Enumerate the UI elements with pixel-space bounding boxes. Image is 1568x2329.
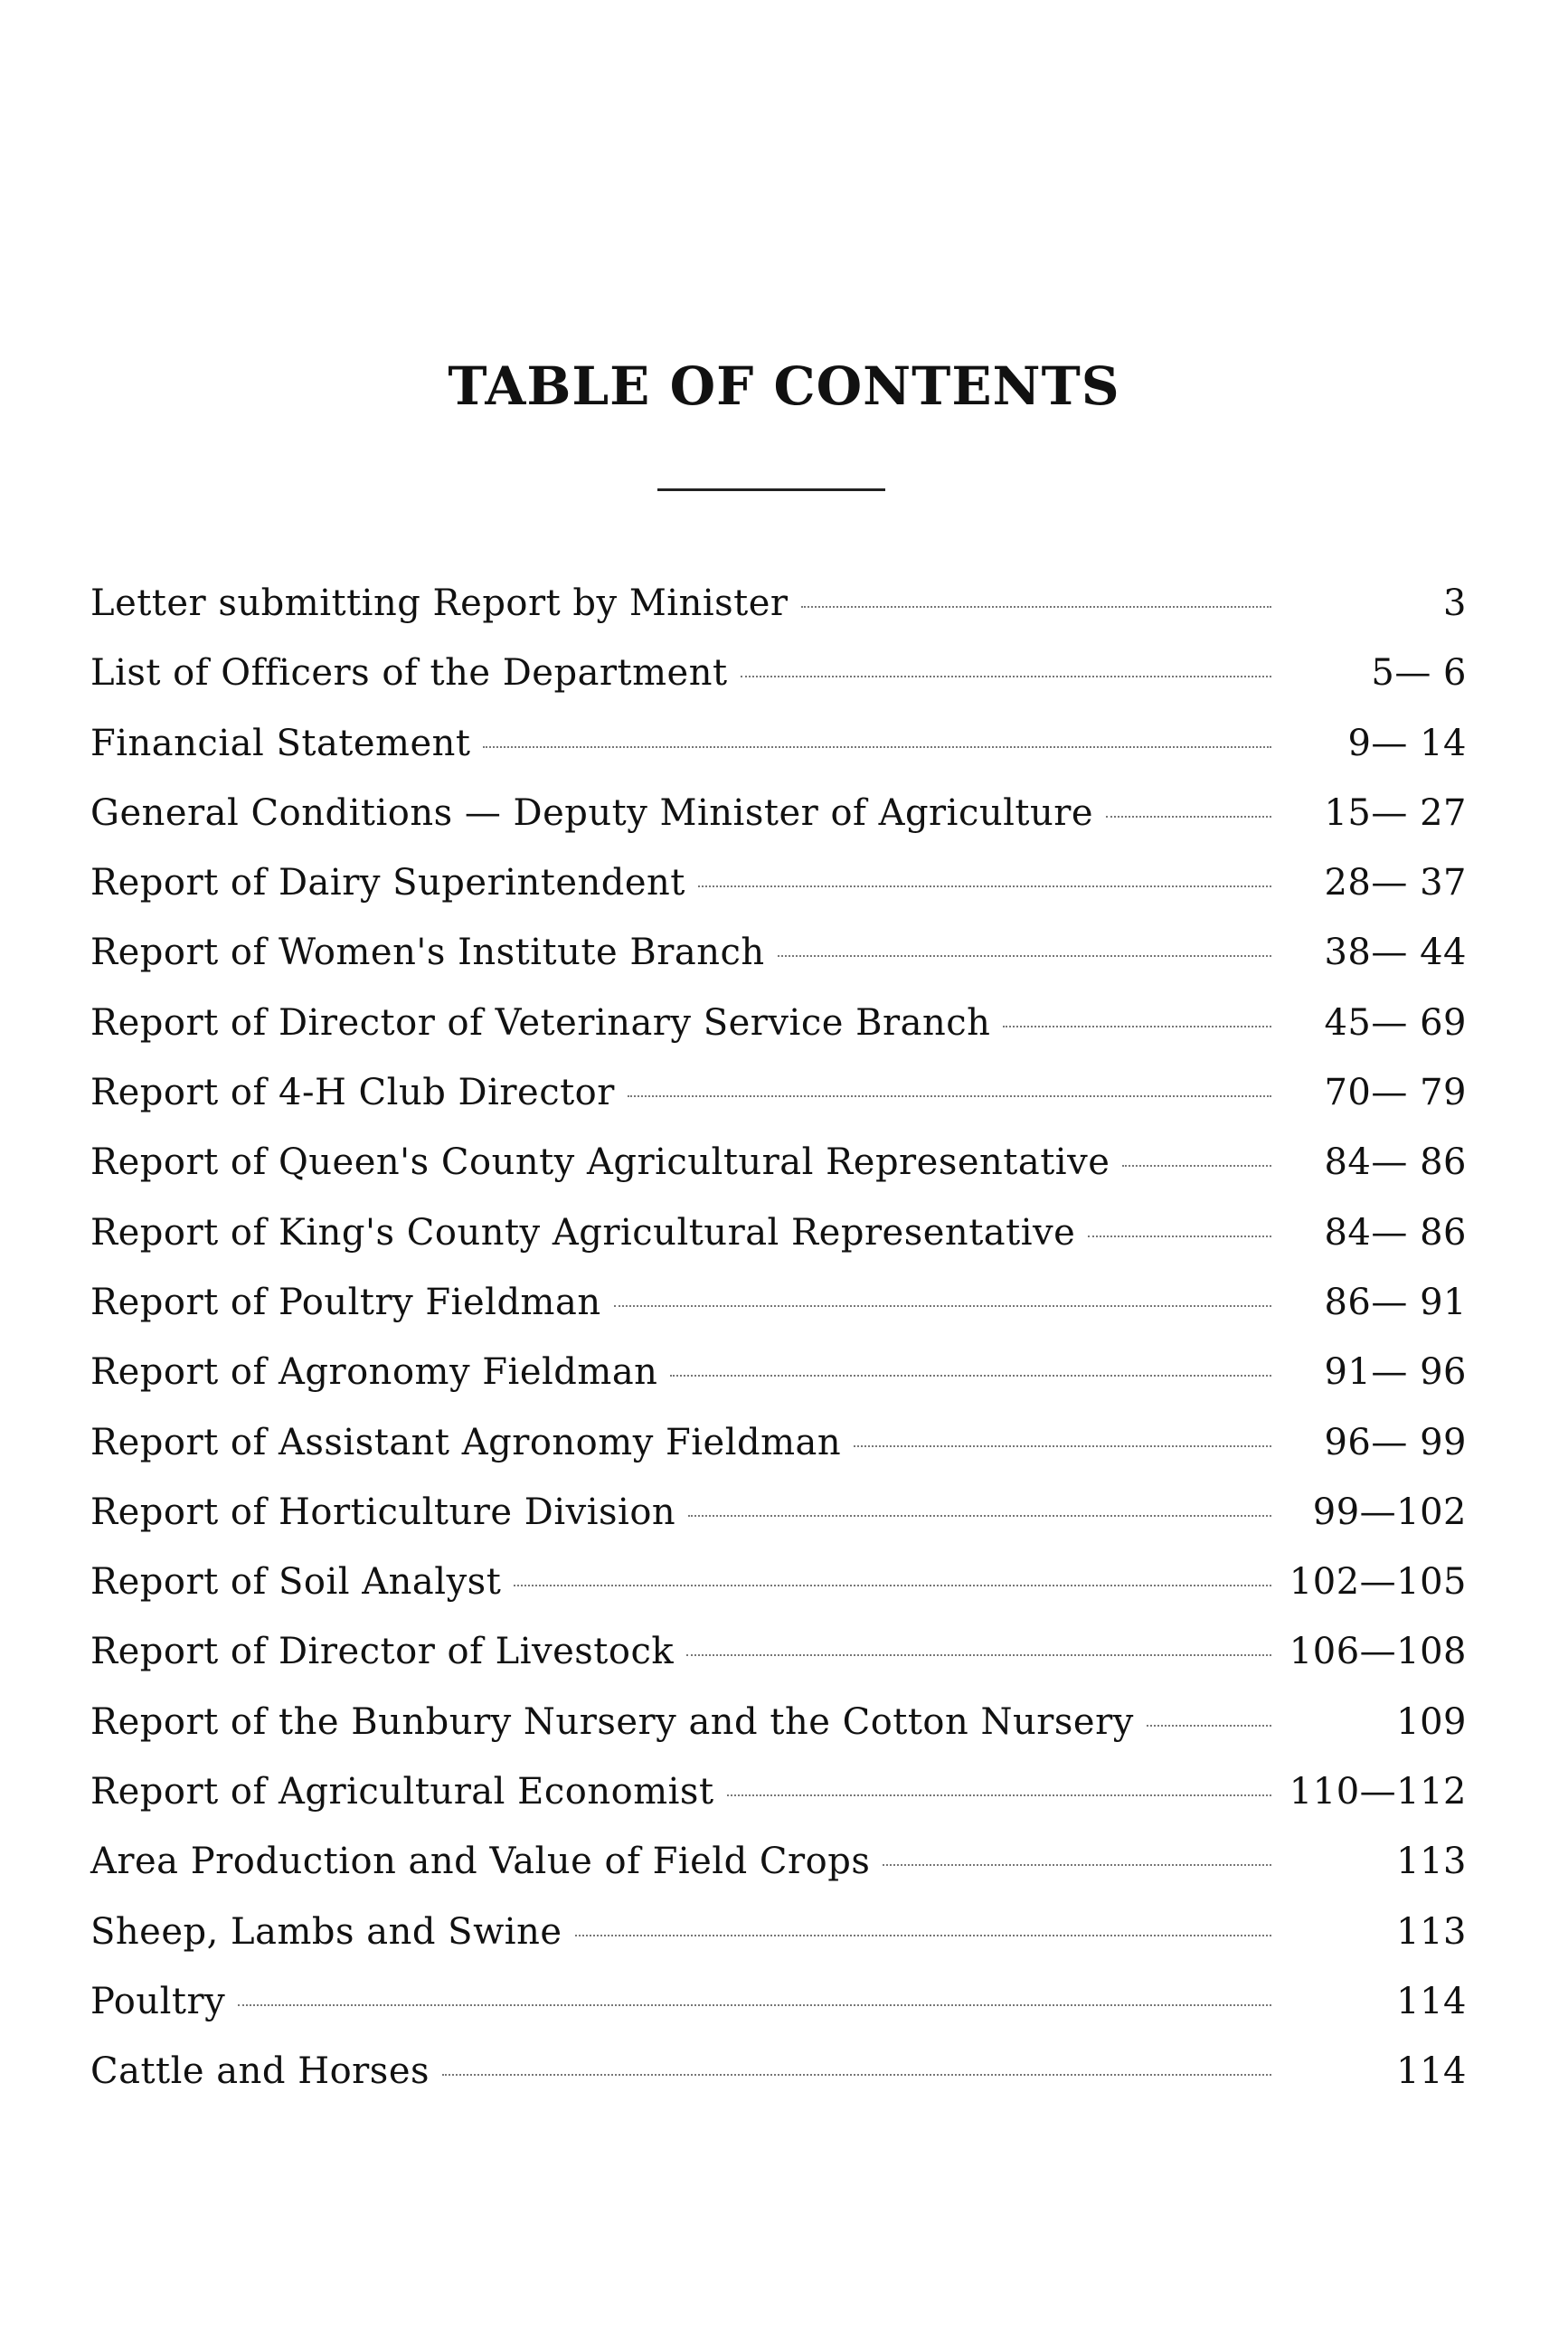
toc-entry-pages: 113 xyxy=(1396,1841,1467,1883)
toc-entry xyxy=(90,1201,1467,1271)
toc-entry-title: Report of Dairy Superintendent xyxy=(90,862,685,904)
toc-entry xyxy=(90,1900,1467,1970)
toc-entry-pages: 84— 86 xyxy=(1324,1211,1467,1254)
toc-entry xyxy=(90,851,1467,921)
toc-entry-pages: 99—102 xyxy=(1312,1491,1467,1533)
toc-entry-title: Report of Women's Institute Branch xyxy=(90,932,765,974)
toc-entry-title: Report of King's County Agricultural Representative xyxy=(90,1211,1076,1254)
toc-entry-pages: 102—105 xyxy=(1289,1561,1467,1604)
toc-entry-title: Report of 4-H Club Director xyxy=(90,1072,615,1114)
toc-entry-title: Report of Poultry Fieldman xyxy=(90,1281,601,1323)
toc-entry-title: Report of Queen's County Agricultural Representative xyxy=(90,1141,1110,1184)
dot-leader xyxy=(628,1095,1271,1097)
dot-leader xyxy=(1088,1236,1271,1237)
dot-leader xyxy=(238,2004,1271,2006)
toc-entry xyxy=(90,1411,1467,1481)
toc-entry-pages: 84— 86 xyxy=(1324,1141,1467,1184)
toc-entry xyxy=(90,991,1467,1061)
toc-entry xyxy=(90,1690,1467,1760)
dot-leader xyxy=(1003,1026,1271,1027)
dot-leader xyxy=(698,885,1271,887)
toc-entry-pages: 45— 69 xyxy=(1324,1001,1467,1044)
toc-entry-title: Report of Agricultural Economist xyxy=(90,1771,714,1813)
dot-leader xyxy=(442,2074,1271,2076)
dot-leader xyxy=(514,1585,1271,1586)
toc-entry-title: Report of Horticulture Division xyxy=(90,1491,676,1533)
toc-entry-pages: 70— 79 xyxy=(1324,1072,1467,1114)
dot-leader xyxy=(686,1654,1271,1656)
toc-entry-pages: 113 xyxy=(1396,1910,1467,1953)
toc-entry-pages: 114 xyxy=(1396,2050,1467,2093)
dot-leader xyxy=(854,1445,1271,1447)
dot-leader xyxy=(575,1935,1271,1936)
toc-entry-pages: 110—112 xyxy=(1289,1771,1467,1813)
toc-entry-pages: 15— 27 xyxy=(1324,791,1467,834)
dot-leader xyxy=(614,1305,1271,1307)
dot-leader xyxy=(1106,816,1271,818)
dot-leader xyxy=(801,606,1271,608)
toc-entry-title: Sheep, Lambs and Swine xyxy=(90,1910,562,1953)
toc-entry xyxy=(90,712,1467,781)
toc-entry xyxy=(90,641,1467,711)
toc-entry xyxy=(90,1550,1467,1620)
toc-entry-pages: 28— 37 xyxy=(1324,862,1467,904)
toc-entry xyxy=(90,1340,1467,1410)
dot-leader xyxy=(1147,1725,1271,1727)
toc-entry-title: Report of Director of Livestock xyxy=(90,1631,675,1673)
toc-entry-pages: 5— 6 xyxy=(1371,652,1467,695)
toc-entry xyxy=(90,1760,1467,1830)
dot-leader xyxy=(727,1794,1271,1796)
toc-entry-title: Report of the Bunbury Nursery and the Cotton Nursery xyxy=(90,1700,1134,1743)
toc-entry-title: Poultry xyxy=(90,1980,226,2022)
title-rule xyxy=(657,488,885,491)
toc-entry-pages: 9— 14 xyxy=(1347,722,1467,764)
toc-entry xyxy=(90,1061,1467,1131)
toc-entry-title: Report of Assistant Agronomy Fieldman xyxy=(90,1421,842,1463)
toc-entry-pages: 86— 91 xyxy=(1324,1281,1467,1323)
toc-entry xyxy=(90,572,1467,641)
toc-entry-pages: 91— 96 xyxy=(1324,1351,1467,1394)
toc-entry xyxy=(90,1131,1467,1200)
page-title: TABLE OF CONTENTS xyxy=(448,355,1120,417)
toc-entry xyxy=(90,1830,1467,1899)
toc-entry-pages: 38— 44 xyxy=(1324,932,1467,974)
toc-entry-title: Area Production and Value of Field Crops xyxy=(90,1841,871,1883)
dot-leader xyxy=(688,1515,1271,1517)
toc-entry-pages: 106—108 xyxy=(1289,1631,1467,1673)
toc-entry-pages: 114 xyxy=(1396,1980,1467,2022)
toc-entry-title: Cattle and Horses xyxy=(90,2050,430,2093)
toc-entry xyxy=(90,921,1467,990)
toc-entry xyxy=(90,1620,1467,1690)
toc-entry-title: Financial Statement xyxy=(90,722,471,764)
toc-entry-title: Report of Soil Analyst xyxy=(90,1561,502,1604)
toc-entry-pages: 109 xyxy=(1396,1700,1467,1743)
toc-entry xyxy=(90,1481,1467,1550)
dot-leader xyxy=(1122,1165,1271,1167)
toc-entry-title: Report of Agronomy Fieldman xyxy=(90,1351,658,1394)
toc-entry-title: List of Officers of the Department xyxy=(90,652,728,695)
toc-list xyxy=(90,572,1467,2110)
toc-entry-title: General Conditions — Deputy Minister of Agriculture xyxy=(90,791,1094,834)
toc-entry xyxy=(90,1271,1467,1340)
toc-entry-pages: 3 xyxy=(1443,582,1467,624)
dot-leader xyxy=(741,676,1271,677)
dot-leader xyxy=(883,1864,1271,1866)
toc-entry-pages: 96— 99 xyxy=(1324,1421,1467,1463)
toc-entry-title: Report of Director of Veterinary Service Branch xyxy=(90,1001,991,1044)
dot-leader xyxy=(483,746,1271,748)
dot-leader xyxy=(778,955,1271,957)
toc-entry-title: Letter submitting Report by Minister xyxy=(90,582,789,624)
toc-entry xyxy=(90,1970,1467,2040)
toc-entry xyxy=(90,2040,1467,2109)
toc-entry xyxy=(90,781,1467,851)
dot-leader xyxy=(670,1375,1271,1377)
